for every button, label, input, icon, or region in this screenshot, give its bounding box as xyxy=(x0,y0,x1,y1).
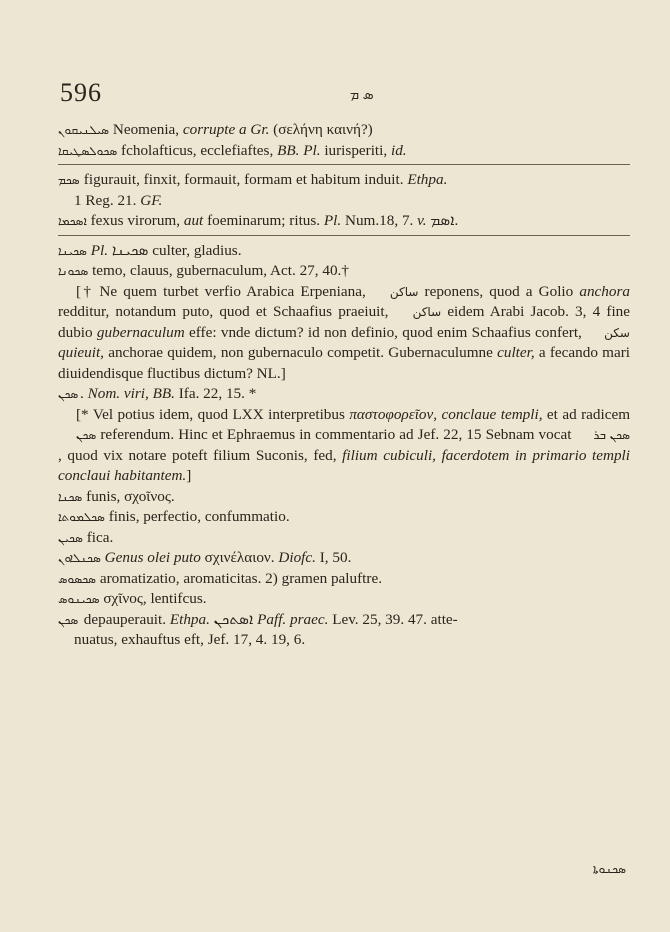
syriac-headword: ܐܣܟܡܐ xyxy=(58,214,87,228)
entry-aromatizatio: ܣܟܣܘܣ aromatizatio, aromaticitas. 2) gramen paluftre. xyxy=(58,569,630,590)
section-divider xyxy=(58,164,630,165)
entry-nom-viri: ܣܟܢ . Nom. viri, BB. Ifa. 22, 15. * xyxy=(58,384,630,405)
entry-depauperauit: ܣܟܢ depauperauit. Ethpa. ܐܣܬܟܢ Paff. praec. Lev. 25, 39. 47. atte- xyxy=(58,610,630,631)
syriac-headword: ܣܟܢ xyxy=(58,612,79,627)
syriac-headword: ܣܟܠܡܘܬܐ xyxy=(58,510,105,524)
section-divider xyxy=(58,235,630,236)
dictionary-entries xyxy=(58,120,630,651)
syriac-headword: ܣܟܘܠܣܛܝܩܐ xyxy=(58,143,118,158)
entry-figurauit-cont: 1 Reg. 21. GF. xyxy=(74,191,163,209)
entry-temo: ܣܟܘܢܐ temo, clauus, gubernaculum, Act. 27, 40.† xyxy=(58,261,630,282)
entry-lentiscus: ܣܟܝܢܘܣ σχῖνος, lentifcus. xyxy=(58,589,630,610)
syriac-headword: ܣܟܝܢ xyxy=(58,530,83,545)
footnote-asterisk: [* Vel potius idem, quod LXX interpretibus παστοφορεῖον, conclaue templi, et ad radicem ܣܟܢ referendum. Hinc et Ephraemus in commentario ad Jef. 22, 15 Sebnam vocat ܣܟܢ ܒܪ, quod vix notare poteft filium Suconis, fed, filium cubiculi, facerdotem in primario templi conclaui habitantem.] xyxy=(58,405,631,484)
syriac-headword: ܣܝܠܢܝܩܘܢ xyxy=(58,123,110,137)
entry-figurauit: ܣܟܡ figurauit, finxit, formauit, formam et habitum induit. Ethpa. xyxy=(58,170,630,191)
entry-genus-olei: ܣܟܢܠܐܘܢ Genus olei puto σχινέλαιον. Diofc. I, 50. xyxy=(58,548,630,569)
entry-sexus: ܐܣܟܡܐ fexus virorum, aut foeminarum; ritus. Pl. Num.18, 7. v. ܐܣܡ. xyxy=(58,211,630,232)
syriac-headword: ܣܟܝܢܘܣ xyxy=(58,592,100,606)
syriac-headword: ܣܟܣܘܣ xyxy=(58,571,97,586)
entry-culter: ܣܟܝܢܐ Pl. ܣܟܝܢܐ culter, gladius. xyxy=(58,241,630,262)
catchword: ܣܟܢܘܬܐ xyxy=(592,862,626,876)
footnote-dagger: [† Ne quem turbet verfio Arabica Erpeniana, ساكن reponens, quod a Golio anchora redditur, notandum puto, quod et Schaafius praeiuit, ساكن eidem Arabi Jacob. 3, 4 fine dubio gubernaculum effe: vnde dictum? id non definio, quod enim Schaafius confert, سكن quieuit, anchorae quidem, non gubernaculo competit. Gubernaculumne culter, a fecando mari diuidendisque fluctibus dictum? NL.] xyxy=(58,282,630,382)
syriac-headword: ܣܟܢ xyxy=(58,387,79,401)
entry-fica: ܣܟܝܢ fica. xyxy=(58,528,630,549)
syriac-headword: ܣܟܘܢܐ xyxy=(58,264,89,278)
syriac-headword: ܣܟܢܐ xyxy=(58,489,83,504)
syriac-headword: ܣܟܡ xyxy=(58,173,80,187)
syriac-headword: ܣܟܝܢܐ xyxy=(58,243,87,258)
entry-neomenia: ܣܝܠܢܝܩܘܢ Neomenia, corrupte a Gr. (σελήνη καινή?) xyxy=(58,120,630,141)
running-head: ܣ ܡ xyxy=(350,88,374,103)
syriac-headword: ܣܟܢܠܐܘܢ xyxy=(58,551,101,565)
page-number: 596 xyxy=(60,78,102,107)
entry-scholasticus: ܣܟܘܠܣܛܝܩܐ fcholafticus, ecclefiaftes, BB. Pl. iurisperiti, id. xyxy=(58,141,630,162)
entry-depauperauit-cont: nuatus, exhauftus eft, Jef. 17, 4. 19, 6. xyxy=(74,631,306,648)
entry-funis: ܣܟܢܐ funis, σχοῖνος. xyxy=(58,487,630,508)
entry-finis: ܣܟܠܡܘܬܐ finis, perfectio, confummatio. xyxy=(58,507,630,528)
